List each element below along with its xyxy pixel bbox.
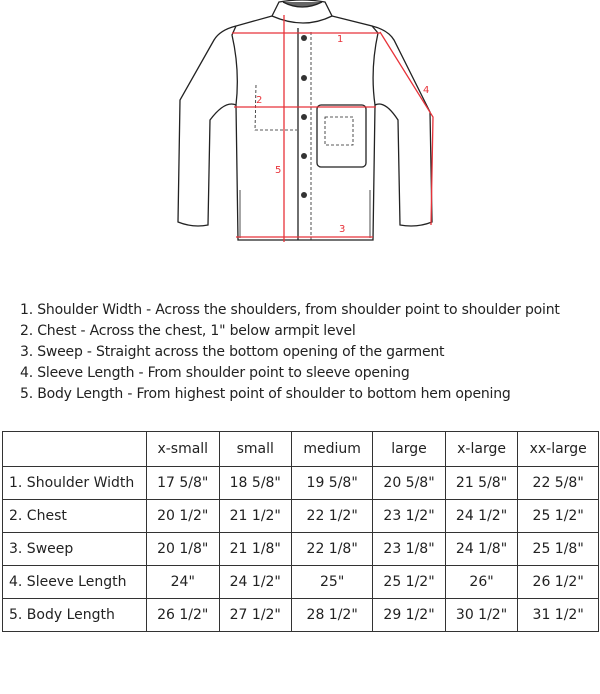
table-row <box>3 500 599 533</box>
size-value: 26 1/2" <box>147 599 220 632</box>
size-value: 24" <box>147 566 220 599</box>
size-value: 21 1/2" <box>219 500 292 533</box>
size-value: 26 1/2" <box>518 566 599 599</box>
buttons <box>301 35 307 198</box>
size-value: 20 1/8" <box>147 533 220 566</box>
size-value: 23 1/8" <box>373 533 446 566</box>
table-row <box>3 599 599 632</box>
column-header: xx-large <box>518 432 599 467</box>
size-value: 18 5/8" <box>219 467 292 500</box>
column-header: x-large <box>445 432 518 467</box>
size-value: 23 1/2" <box>373 500 446 533</box>
label-5: 5 <box>275 165 282 176</box>
legend-item: 3. Sweep - Straight across the bottom opening of the garment <box>20 344 445 360</box>
table-row <box>3 566 599 599</box>
legend-item: 5. Body Length - From highest point of shoulder to bottom hem opening <box>20 386 511 402</box>
legend-item: 2. Chest - Across the chest, 1" below armpit level <box>20 323 356 339</box>
label-1: 1 <box>337 34 344 45</box>
measurement-legend <box>20 300 560 405</box>
jacket-body <box>232 16 378 240</box>
label-2: 2 <box>256 95 263 106</box>
row-label: 2. Chest <box>3 500 147 533</box>
size-value: 29 1/2" <box>373 599 446 632</box>
jacket-diagram <box>0 0 600 250</box>
table-row <box>3 467 599 500</box>
column-header: large <box>373 432 446 467</box>
size-value: 25" <box>292 566 373 599</box>
column-header <box>3 432 147 467</box>
size-value: 22 1/8" <box>292 533 373 566</box>
size-value: 19 5/8" <box>292 467 373 500</box>
size-value: 27 1/2" <box>219 599 292 632</box>
size-value: 21 1/8" <box>219 533 292 566</box>
row-label: 4. Sleeve Length <box>3 566 147 599</box>
size-value: 20 1/2" <box>147 500 220 533</box>
column-header: x-small <box>147 432 220 467</box>
size-value: 24 1/2" <box>445 500 518 533</box>
table-header-row <box>3 432 599 467</box>
size-value: 24 1/8" <box>445 533 518 566</box>
size-value: 25 1/2" <box>518 500 599 533</box>
size-chart-table <box>2 431 599 632</box>
size-value: 22 5/8" <box>518 467 599 500</box>
size-value: 22 1/2" <box>292 500 373 533</box>
table-row <box>3 533 599 566</box>
size-value: 17 5/8" <box>147 467 220 500</box>
row-label: 3. Sweep <box>3 533 147 566</box>
column-header: small <box>219 432 292 467</box>
size-value: 28 1/2" <box>292 599 373 632</box>
size-value: 20 5/8" <box>373 467 446 500</box>
size-value: 30 1/2" <box>445 599 518 632</box>
size-value: 21 5/8" <box>445 467 518 500</box>
row-label: 1. Shoulder Width <box>3 467 147 500</box>
left-sleeve <box>178 26 236 226</box>
sleeve-line <box>380 32 433 225</box>
size-value: 24 1/2" <box>219 566 292 599</box>
right-sleeve <box>372 26 432 226</box>
column-header: medium <box>292 432 373 467</box>
label-4: 4 <box>423 85 430 96</box>
size-value: 26" <box>445 566 518 599</box>
legend-item: 1. Shoulder Width - Across the shoulders, from shoulder point to shoulder point <box>20 302 560 318</box>
row-label: 5. Body Length <box>3 599 147 632</box>
size-value: 25 1/8" <box>518 533 599 566</box>
chest-pocket <box>317 105 366 167</box>
label-3: 3 <box>339 224 346 235</box>
legend-item: 4. Sleeve Length - From shoulder point to sleeve opening <box>20 365 410 381</box>
size-value: 25 1/2" <box>373 566 446 599</box>
size-value: 31 1/2" <box>518 599 599 632</box>
